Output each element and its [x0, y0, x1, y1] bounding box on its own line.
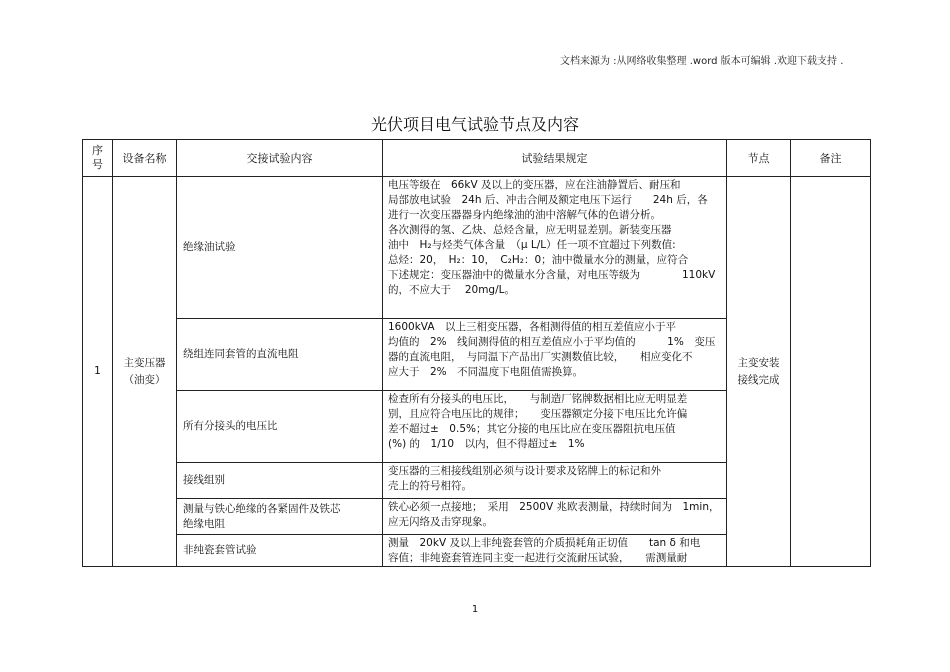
- node-line2: 接线完成: [737, 373, 780, 386]
- header-seq-line2: 号: [92, 158, 103, 171]
- spec-cell: [383, 177, 727, 319]
- spec-line: 应大于 2% 不同温度下电阻值需换算。: [388, 366, 584, 378]
- spec-line: 局部放电试验 24h 后、冲击合闸及额定电压下运行 24h 后，各: [388, 194, 708, 206]
- device-name-line2: （油变）: [123, 373, 166, 386]
- header-node: 节点: [727, 140, 791, 177]
- spec-cell: [383, 535, 727, 567]
- header-seq: [83, 140, 113, 177]
- spec-cell: [383, 319, 727, 391]
- spec-line: 变压器的三相接线组别必须与设计要求及铭牌上的标记和外: [388, 465, 661, 477]
- test-item-cell: 绕组连同套管的直流电阻: [177, 319, 383, 391]
- device-name-cell: [113, 177, 177, 567]
- spec-cell: [383, 463, 727, 499]
- spec-line: 容值；非纯瓷套管连同主变一起进行交流耐压试验， 需测量耐: [388, 552, 688, 564]
- spec-cell: [383, 391, 727, 463]
- spec-line: 铁心必须一点接地； 采用 2500V 兆欧表测量，持续时间为 1min，: [388, 501, 720, 513]
- header-seq-line1: 序: [92, 144, 103, 157]
- test-items-table: [82, 139, 871, 567]
- spec-line: 测量 20kV 及以上非纯瓷套管的介质损耗角正切值 tan δ 和电: [388, 537, 701, 549]
- remark-cell: [791, 177, 871, 567]
- spec-line: 别，且应符合电压比的规律； 变压器额定分接下电压比允许偏: [388, 408, 688, 420]
- device-name-line1: 主变压器: [123, 356, 166, 369]
- table-header-row: [83, 140, 871, 177]
- header-spec: 试验结果规定: [383, 140, 727, 177]
- table-row: [83, 177, 871, 319]
- spec-line: 总烃：20， H₂：10， C₂H₂：0；油中微量水分的测量，应符合: [388, 254, 689, 266]
- spec-line: 检查所有分接头的电压比， 与制造厂铭牌数据相比应无明显差: [388, 393, 688, 405]
- node-line1: 主变安装: [737, 356, 780, 369]
- document-title: 光伏项目电气试验节点及内容: [370, 115, 579, 134]
- spec-line: (%) 的 1/10 以内，但不得超过± 1%: [388, 438, 585, 450]
- test-item-line1: 测量与铁心绝缘的各紧固件及铁芯: [183, 502, 341, 515]
- page-number: 1: [471, 604, 479, 615]
- spec-line: 1600kVA 以上三相变压器，各相测得值的相互差值应小于平: [388, 321, 676, 333]
- spec-line: 均值的 2% 线间测得值的相互差值应小于平均值的 1% 变压: [388, 336, 716, 348]
- header-note: 文档来源为 :从网络收集整理 .word 版本可编辑 .欢迎下载支持 .: [560, 56, 844, 67]
- spec-line: 各次测得的氢、乙炔、总烃含量，应无明显差别。新装变压器: [388, 224, 672, 236]
- node-cell: [727, 177, 791, 567]
- test-item-cell: 非纯瓷套管试验: [177, 535, 383, 567]
- header-content: 交接试验内容: [177, 140, 383, 177]
- spec-line: 下述规定：变压器油中的微量水分含量，对电压等级为 110kV: [388, 269, 716, 281]
- header-remark: 备注: [791, 140, 871, 177]
- group-seq-cell: 1: [83, 177, 113, 567]
- spec-line: 电压等级在 66kV 及以上的变压器，应在注油静置后、耐压和: [388, 179, 681, 191]
- spec-cell: [383, 499, 727, 535]
- spec-line: 器的直流电阻， 与同温下产品出厂实测数值比较， 相应变化不: [388, 351, 693, 363]
- spec-line: 壳上的符号相符。: [388, 480, 472, 492]
- test-item-line2: 绝缘电阻: [183, 517, 225, 530]
- test-item-cell: 绝缘油试验: [177, 177, 383, 319]
- spec-line: 油中 H₂与烃类气体含量 （μ L/L）任一项不宜超过下列数值:: [388, 239, 676, 251]
- header-device: 设备名称: [113, 140, 177, 177]
- spec-line: 差不超过± 0.5%；其它分接的电压比应在变压器阻抗电压值: [388, 423, 676, 435]
- spec-line: 的，不应大于 20mg/L。: [388, 284, 515, 296]
- test-item-cell: [177, 499, 383, 535]
- spec-line: 进行一次变压器器身内绝缘油的油中溶解气体的色谱分析。: [388, 209, 661, 221]
- test-item-cell: 接线组别: [177, 463, 383, 499]
- spec-line: 应无闪络及击穿现象。: [388, 516, 493, 528]
- test-item-cell: 所有分接头的电压比: [177, 391, 383, 463]
